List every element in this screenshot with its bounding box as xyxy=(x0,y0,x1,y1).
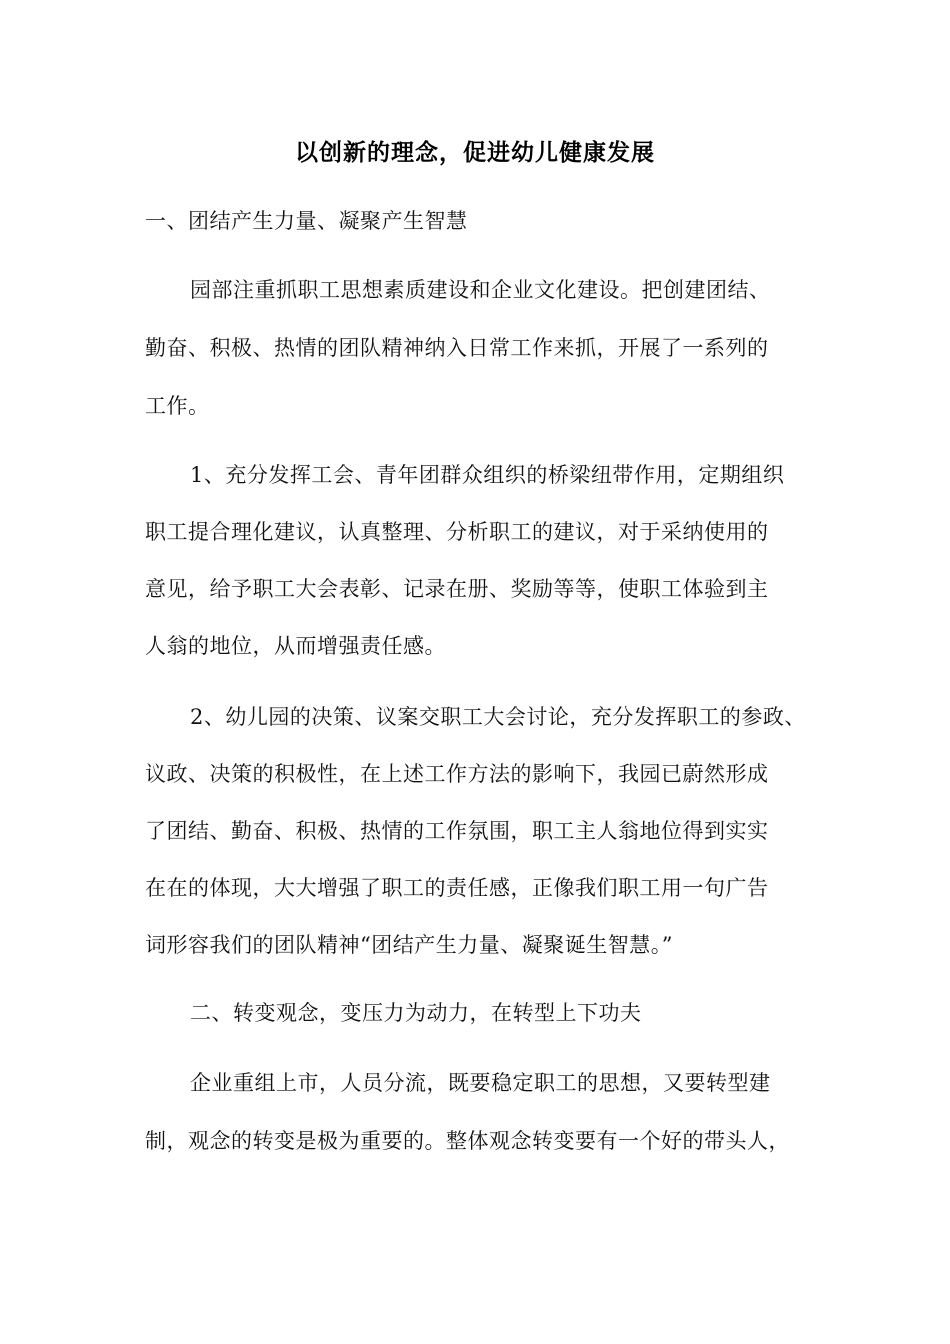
paragraph-line: 工作。 xyxy=(145,394,210,418)
paragraph-line: 意见，给予职工大会表彰、记录在册、奖励等等，使职工体验到主 xyxy=(145,577,769,601)
paragraph-line: 词形容我们的团队精神“团结产生力量、凝聚诞生智慧。” xyxy=(145,933,673,957)
section-heading-2: 二、转变观念，变压力为动力，在转型上下功夫 xyxy=(190,1001,642,1025)
document-title: 以创新的理念，促进幼儿健康发展 xyxy=(295,140,655,166)
paragraph-line: 在在的体现，大大增强了职工的责任感，正像我们职工用一句广告 xyxy=(145,876,769,900)
paragraph-line: 2、幼儿园的决策、议案交职工大会讨论，充分发挥职工的参政、 xyxy=(190,705,806,729)
paragraph-line: 职工提合理化建议，认真整理、分析职工的建议，对于采纳使用的 xyxy=(145,520,769,544)
paragraph-line: 了团结、勤奋、积极、热情的工作氛围，职工主人翁地位得到实实 xyxy=(145,819,769,843)
paragraph-line: 1、充分发挥工会、青年团群众组织的桥梁纽带作用，定期组织 xyxy=(190,463,785,487)
paragraph-line: 企业重组上市，人员分流，既要稳定职工的思想，又要转型建 xyxy=(190,1071,771,1095)
section-heading-1: 一、团结产生力量、凝聚产生智慧 xyxy=(145,209,468,233)
paragraph-line: 勤奋、积极、热情的团队精神纳入日常工作来抓，开展了一系列的 xyxy=(145,336,769,360)
paragraph-line: 园部注重抓职工思想素质建设和企业文化建设。把创建团结、 xyxy=(190,278,771,302)
paragraph-line: 人翁的地位，从而增强责任感。 xyxy=(145,634,446,658)
paragraph-line: 议政、决策的积极性，在上述工作方法的影响下，我园已蔚然形成 xyxy=(145,762,769,786)
paragraph-line: 制，观念的转变是极为重要的。整体观念转变要有一个好的带头人， xyxy=(145,1129,790,1153)
